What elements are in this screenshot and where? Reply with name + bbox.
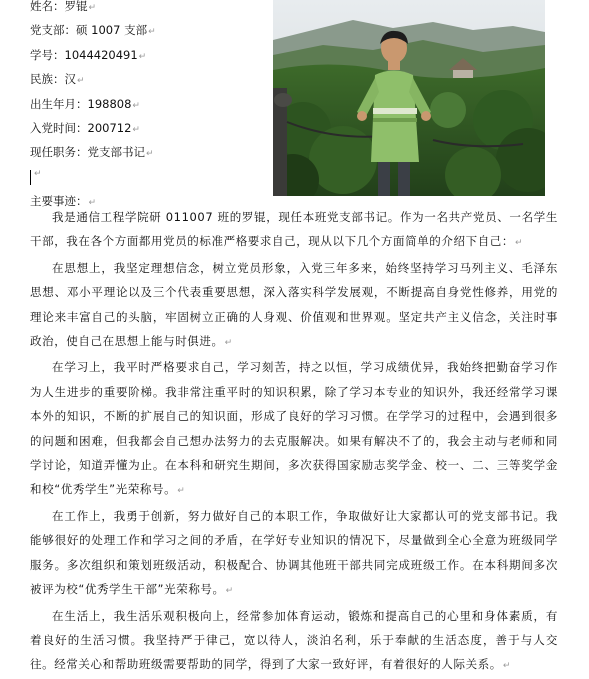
paragraph-mark-icon: ↵ — [88, 3, 97, 13]
profile-photo-image — [273, 0, 545, 196]
main-deeds-text — [30, 205, 558, 679]
party-date-line — [30, 116, 270, 140]
paragraph-mark-icon: ↵ — [132, 124, 140, 135]
paragraph-mark-icon: ↵ — [225, 586, 234, 597]
paragraph-mark-icon: ↵ — [502, 661, 512, 672]
ethnicity-text: 民族：汉 — [30, 72, 76, 87]
body-paragraph — [30, 604, 558, 679]
paragraph-text: 在思想上，我坚定理想信念，树立党员形象，入党三年多来，始终坚持学习马列主义、毛泽东思想、邓小平理论以及三个代表重要思想，深入落实科学发展观，不断提高自身党性修养，用党的理论来丰富自己的头脑，牢固树立正确的人身观、价值观和世界观。坚定共产主义信念，关注时事政治，使自己在思想上能与时俱进。 — [30, 260, 558, 349]
student-id-line — [30, 43, 270, 67]
branch-text: 党支部：硕 1007 支部 — [30, 23, 148, 38]
paragraph-mark-icon: ↵ — [177, 486, 186, 497]
body-paragraph — [30, 205, 558, 256]
paragraph-mark-icon: ↵ — [77, 76, 85, 87]
birth-line — [30, 92, 270, 116]
text-cursor — [30, 170, 31, 185]
paragraph-mark-icon: ↵ — [146, 149, 154, 160]
ethnicity-line — [30, 67, 270, 91]
paragraph-text: 我是通信工程学院研 011007 班的罗锟，现任本班党支部书记。作为一名共产党员、一名学生干部，我在各个方面都用党员的标准严格要求自己，现从以下几个方面简单的介绍下自己： — [30, 210, 558, 249]
paragraph-mark-icon: ↵ — [132, 100, 140, 111]
paragraph-text: 在生活上，我生活乐观积极向上，经常参加体育运动，锻炼和提高自己的心里和身体素质，有着良好的生活习惯。我坚持严于律己，宽以待人，淡泊名利，乐于奉献的生活态度，善于与人交往。经常关心和帮助班级需要帮助的同学，得到了大家一致好评，有着很好的人际关系。 — [30, 608, 558, 672]
body-paragraph — [30, 504, 558, 604]
paragraph-mark-icon: ↵ — [138, 51, 147, 62]
paragraph-mark-icon: ↵ — [34, 168, 42, 179]
party-date-text: 入党时间：200712 — [30, 120, 132, 135]
branch-line — [30, 18, 270, 42]
name-line — [30, 0, 270, 18]
birth-text: 出生年月：198808 — [30, 96, 132, 111]
paragraph-mark-icon: ↵ — [224, 338, 233, 349]
paragraph-mark-icon: ↵ — [148, 27, 156, 38]
student-id-text: 学号：1044420491 — [30, 47, 138, 62]
paragraph-mark-icon: ↵ — [88, 198, 97, 209]
profile-info — [30, 0, 270, 214]
paragraph-text: 在工作上，我勇于创新，努力做好自己的本职工作，争取做好让大家都认可的党支部书记。我能够很好的处理工作和学习之间的矛盾，在学好专业知识的情况下，尽量做到全心全意为班级同学服务。多次组织和策划班级活动，积极配合、协调其他班干部共同完成班级工作。在本科期间多次被评为校“优秀学生干部”光荣称号。 — [30, 508, 558, 597]
paragraph-mark-icon: ↵ — [515, 238, 524, 249]
deeds-heading-text: 主要事迹： — [30, 194, 88, 209]
paragraph-text: 在学习上，我平时严格要求自己，学习刻苦，持之以恒，学习成绩优异，我始终把勤奋学习作为人生进步的重要阶梯。我非常注重平时的知识积累，除了学习本专业的知识外，我还经常学习课本外的知识，不断的扩展自己的知识面，形成了良好的学习习惯。在学学习的过程中，会遇到很多的问题和困难，但我都会自己想办法努力的去克服解决。如果有解决不了的，我会主动与老师和同学讨论，知道弄懂为止。在本科和研究生期间，多次获得国家励志奖学金、校一、二、三等奖学金和校“优秀学生”光荣称号。 — [30, 360, 558, 497]
position-line — [30, 140, 270, 164]
empty-line[interactable] — [30, 165, 270, 189]
body-paragraph — [30, 256, 558, 356]
position-text: 现任职务：党支部书记 — [30, 145, 145, 160]
body-paragraph — [30, 355, 558, 503]
profile-photo — [273, 0, 545, 196]
name-text: 姓名：罗锟 — [30, 0, 88, 13]
